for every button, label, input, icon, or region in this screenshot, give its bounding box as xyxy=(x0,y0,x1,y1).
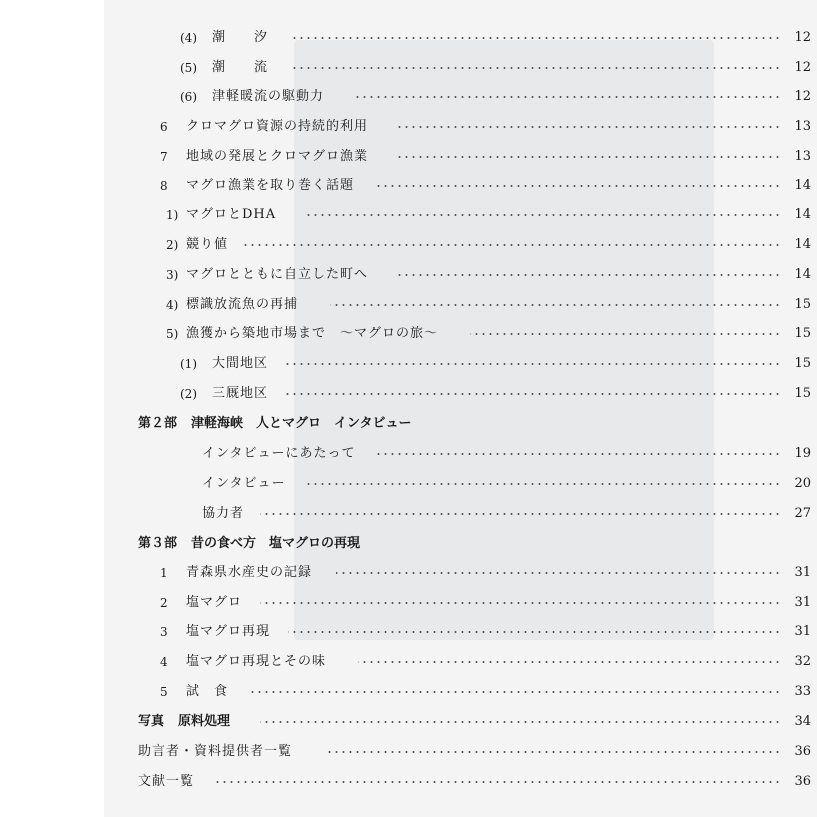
part-label: 第２部 xyxy=(138,416,178,431)
photo-label: 写真 xyxy=(138,714,165,729)
toc-title: マグロとDHA xyxy=(186,207,277,222)
toc-title: 潮 流 xyxy=(212,60,269,75)
leader-dots xyxy=(394,146,781,168)
toc-title: マグロ漁業を取り巻く話題 xyxy=(186,178,355,193)
toc-number: 2) xyxy=(166,238,179,252)
toc-row xyxy=(104,204,817,226)
toc-number: 5 xyxy=(160,685,168,699)
toc-title: 塩マグロ再現 xyxy=(186,624,271,639)
leader-dots xyxy=(358,651,781,673)
leader-dots xyxy=(216,771,781,793)
toc-title: 塩マグロ xyxy=(186,595,243,610)
toc-title: 大間地区 xyxy=(212,356,269,371)
toc-title: 競り値 xyxy=(186,237,229,252)
toc-page: 19 xyxy=(794,446,811,461)
toc-page: 12 xyxy=(794,30,811,45)
toc-number: (5) xyxy=(180,61,197,75)
toc-row xyxy=(104,592,817,614)
toc-page: 15 xyxy=(794,297,811,312)
toc-row xyxy=(104,86,817,108)
toc-number: 2 xyxy=(160,596,168,610)
toc-page: 36 xyxy=(794,774,811,789)
leader-dots xyxy=(470,323,781,345)
toc-row xyxy=(104,681,817,703)
part-label: 第３部 xyxy=(138,536,178,551)
toc-row xyxy=(104,146,817,168)
leader-dots xyxy=(330,294,781,316)
leader-dots xyxy=(284,353,781,375)
toc-page: 15 xyxy=(794,386,811,401)
photo-title: 原料処理 xyxy=(178,714,231,729)
toc-number: 1) xyxy=(166,208,179,222)
toc-row xyxy=(104,234,817,256)
toc-row xyxy=(104,27,817,49)
toc-page: 13 xyxy=(794,149,811,164)
leader-dots xyxy=(248,681,781,703)
leader-dots xyxy=(244,234,781,256)
toc-number: 6 xyxy=(160,120,168,134)
toc-page: 14 xyxy=(794,178,811,193)
leader-dots xyxy=(374,443,781,465)
toc-row xyxy=(104,116,817,138)
leader-dots xyxy=(336,562,781,584)
toc-title: 漁獲から築地市場まで ～マグロの旅～ xyxy=(186,326,439,341)
leader-dots xyxy=(260,711,781,733)
toc-row xyxy=(104,741,817,763)
toc-title: 三厩地区 xyxy=(212,386,269,401)
toc-row xyxy=(104,294,817,316)
toc-row xyxy=(104,651,817,673)
leader-dots xyxy=(354,86,781,108)
leader-dots xyxy=(328,741,781,763)
toc-row xyxy=(104,353,817,375)
toc-number: 4) xyxy=(166,298,179,312)
part-heading xyxy=(138,533,374,555)
toc-page: 15 xyxy=(794,326,811,341)
toc-number: 3) xyxy=(166,268,179,282)
toc-number: (6) xyxy=(180,90,197,104)
toc-page: 13 xyxy=(794,119,811,134)
leader-dots xyxy=(304,473,781,495)
toc-title: インタビュー xyxy=(202,476,286,491)
toc-title: 青森県水産史の記録 xyxy=(186,565,313,580)
leader-dots xyxy=(260,503,781,525)
toc-page: 15 xyxy=(794,356,811,371)
leader-dots xyxy=(394,116,781,138)
toc-page: 14 xyxy=(794,237,811,252)
leader-dots xyxy=(292,57,781,79)
toc-title: 潮 汐 xyxy=(212,30,269,45)
toc-number: (2) xyxy=(180,387,197,401)
toc-page: 36 xyxy=(794,744,811,759)
toc-number: 3 xyxy=(160,625,168,639)
leader-dots xyxy=(376,175,781,197)
toc-number: (4) xyxy=(180,31,197,45)
toc-row xyxy=(104,264,817,286)
leader-dots xyxy=(260,592,781,614)
toc-row xyxy=(104,711,817,733)
toc-row xyxy=(104,503,817,525)
part-title: 昔の食べ方 塩マグロの再現 xyxy=(191,536,361,551)
document-page xyxy=(104,0,817,817)
toc-title: 試 食 xyxy=(186,684,229,699)
toc-title: クロマグロ資源の持続的利用 xyxy=(186,119,369,134)
toc-title: 地域の発展とクロマグロ漁業 xyxy=(186,149,369,164)
toc-title: インタビューにあたって xyxy=(202,446,356,461)
toc-page: 27 xyxy=(794,506,811,521)
toc-row xyxy=(104,473,817,495)
toc-row xyxy=(104,383,817,405)
toc-number: 1 xyxy=(160,566,168,580)
toc-page: 31 xyxy=(794,595,811,610)
toc-page: 12 xyxy=(794,60,811,75)
toc-page: 34 xyxy=(794,714,811,729)
toc-page: 31 xyxy=(794,624,811,639)
toc-row xyxy=(104,562,817,584)
toc-number: 7 xyxy=(160,150,168,164)
toc-row xyxy=(104,771,817,793)
toc-title: 津軽暖流の駆動力 xyxy=(212,89,325,104)
toc-title: 標識放流魚の再捕 xyxy=(186,297,299,312)
leader-dots xyxy=(304,204,781,226)
toc-row xyxy=(104,323,817,345)
leader-dots xyxy=(394,264,781,286)
toc-page: 31 xyxy=(794,565,811,580)
toc-number: 8 xyxy=(160,179,168,193)
toc-page: 14 xyxy=(794,267,811,282)
toc-title: 協力者 xyxy=(202,506,245,521)
toc-row xyxy=(104,57,817,79)
toc-row xyxy=(104,443,817,465)
leader-dots xyxy=(284,383,781,405)
toc-row xyxy=(104,175,817,197)
toc-number: 5) xyxy=(166,327,179,341)
toc-title: 文献一覧 xyxy=(138,774,195,789)
part-heading xyxy=(138,413,426,435)
toc-title: マグロとともに自立した町へ xyxy=(186,267,369,282)
toc-title: 助言者・資料提供者一覧 xyxy=(138,744,293,759)
toc-page: 32 xyxy=(794,654,811,669)
photo-heading xyxy=(138,711,244,733)
toc-title: 塩マグロ再現とその味 xyxy=(186,654,327,669)
toc-row xyxy=(104,621,817,643)
leader-dots xyxy=(288,621,781,643)
toc-number: 4 xyxy=(160,655,168,669)
toc-page: 12 xyxy=(794,89,811,104)
part-title: 津軽海峡 人とマグロ インタビュー xyxy=(191,416,412,431)
toc-number: (1) xyxy=(180,357,197,371)
leader-dots xyxy=(292,27,781,49)
toc-page: 20 xyxy=(794,476,811,491)
toc-page: 14 xyxy=(794,207,811,222)
toc-page: 33 xyxy=(794,684,811,699)
